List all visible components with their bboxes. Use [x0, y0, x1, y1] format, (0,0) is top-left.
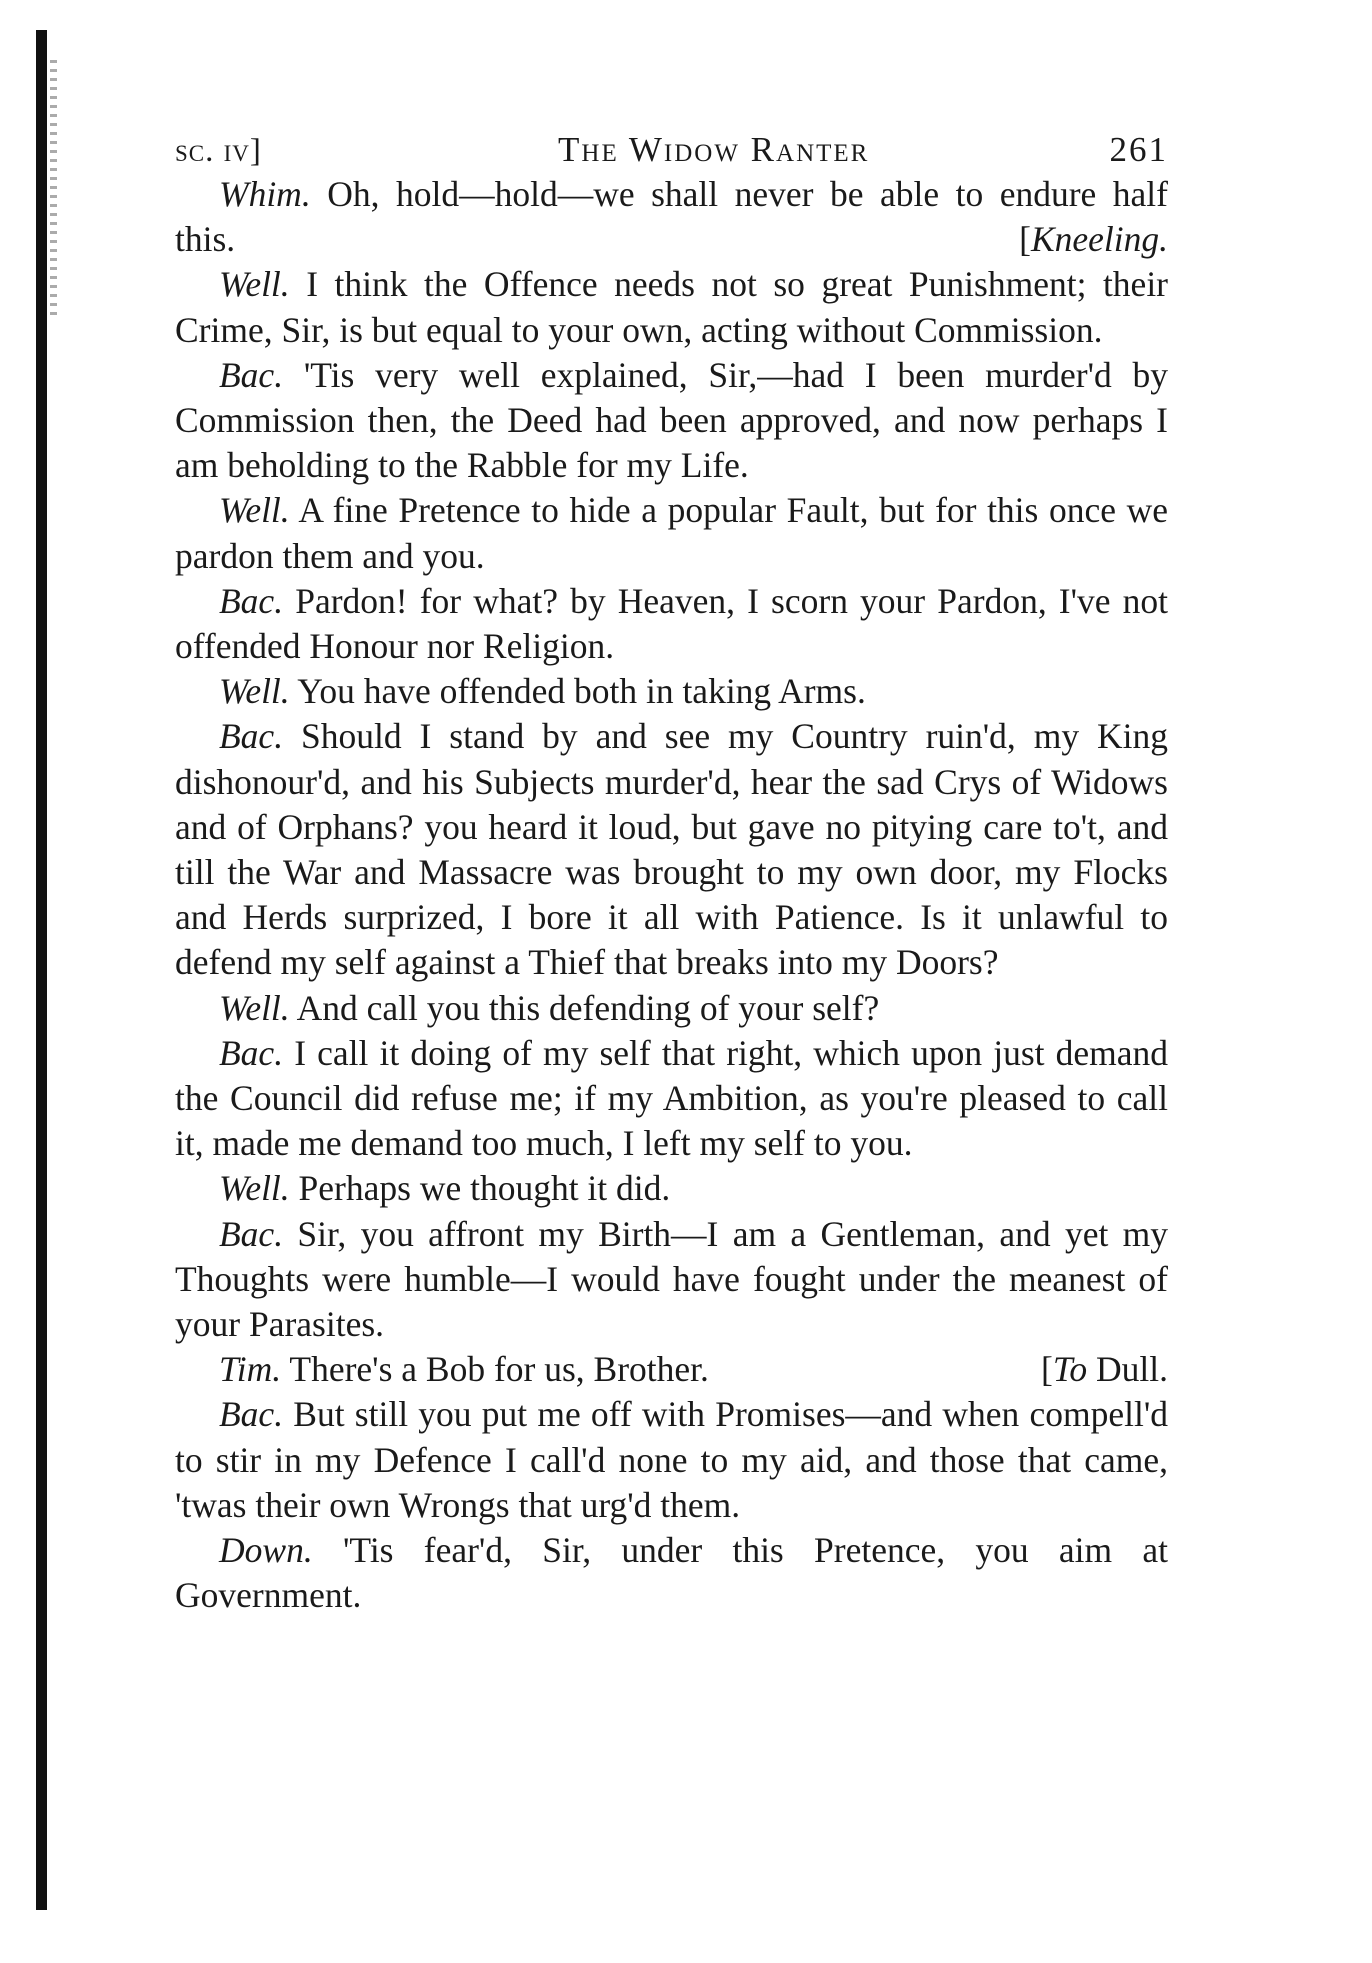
page-number: 261 [1109, 130, 1168, 169]
speaker-name: Bac. [219, 580, 284, 621]
speech-text: I think the Offence needs not so great Punishment; their Crime, Sir, is but equal to your own, acting without Commission. [175, 264, 1169, 350]
speech-text: But still you put me off with Promises—and when compell'd to stir in my Defence I call'd none to my aid, and those that came, 'twas their own Wrongs that urg'd them. [175, 1394, 1168, 1525]
running-head [175, 130, 1168, 170]
speech-bac [175, 714, 1168, 985]
speech-text: Sir, you affront my Birth—I am a Gentleman, and yet my Thoughts were humble—I would have fought under the meanest of your Parasites. [175, 1213, 1168, 1345]
speech-bac [175, 353, 1168, 489]
speech-well [175, 669, 1168, 714]
speech-well [175, 986, 1168, 1031]
speech-text: There's a Bob for us, Brother. [289, 1349, 709, 1390]
stage-direction: [Kneeling. [1019, 219, 1168, 260]
stage-direction: [To Dull. [1041, 1349, 1168, 1390]
speech-text: 'Tis very well explained, Sir,—had I been murder'd by Commission then, the Deed had been approved, and now perhaps I am beholding to the Rabble for my Life. [175, 354, 1168, 486]
speech-text: And call you this defending of your self? [296, 987, 880, 1028]
speech-bac [175, 1031, 1168, 1167]
speaker-name: Bac. [219, 1032, 284, 1073]
speaker-name: Well. [219, 987, 290, 1028]
speaker-name: Down. [219, 1530, 313, 1571]
speech-whim [175, 172, 1168, 262]
scan-speckle [50, 60, 57, 320]
speech-bac [175, 1392, 1168, 1528]
book-spine-edge [36, 30, 47, 1910]
speaker-name: Bac. [219, 1394, 284, 1435]
speaker-name: Bac. [219, 354, 284, 395]
speech-text: You have offended both in taking Arms. [297, 671, 866, 712]
speech-text: Oh, hold—hold—we shall never be able to endure half this. [175, 174, 1168, 260]
running-title: The Widow Ranter [558, 130, 870, 169]
speech-text: Pardon! for what? by Heaven, I scorn your Pardon, I've not offended Honour nor Religion. [175, 580, 1169, 667]
speaker-name: Tim. [219, 1349, 282, 1390]
speech-text: A fine Pretence to hide a popular Fault, but for this once we pardon them and you. [175, 490, 1168, 576]
speaker-name: Well. [219, 671, 290, 712]
speaker-name: Bac. [219, 716, 284, 757]
speaker-name: Well. [219, 1168, 290, 1209]
speech-well [175, 1166, 1168, 1211]
speech-bac [175, 1212, 1168, 1348]
speech-well [175, 488, 1168, 578]
speech-bac [175, 579, 1168, 669]
scene-marker: sc. iv] [175, 133, 262, 169]
speaker-name: Whim. [219, 174, 311, 214]
speech-down [175, 1528, 1168, 1618]
book-page [175, 130, 1168, 1619]
speaker-name: Well. [219, 490, 290, 531]
speaker-name: Bac. [219, 1213, 284, 1254]
speech-tim [175, 1347, 1168, 1392]
speech-well [175, 262, 1168, 352]
speech-text: I call it doing of my self that right, which upon just demand the Council did refuse me; if my Ambition, as you're pleased to call it, made me demand too much, I left my self to you. [175, 1032, 1169, 1164]
speaker-name: Well. [219, 264, 290, 305]
speech-text: Should I stand by and see my Country ruin'd, my King dishonour'd, and his Subjects murder'd, hear the sad Crys of Widows and of Orphans? you heard it loud, but gave no pitying care to't, and till the War and Massacre was brought to my own door, my Flocks and Herds surprized, I bore it all with Patience. Is it unlawful to defend my self against a Thief that breaks into my Doors? [175, 716, 1169, 983]
speech-text: 'Tis fear'd, Sir, under this Pretence, you aim at Government. [175, 1530, 1169, 1616]
speech-text: Perhaps we thought it did. [298, 1168, 671, 1209]
